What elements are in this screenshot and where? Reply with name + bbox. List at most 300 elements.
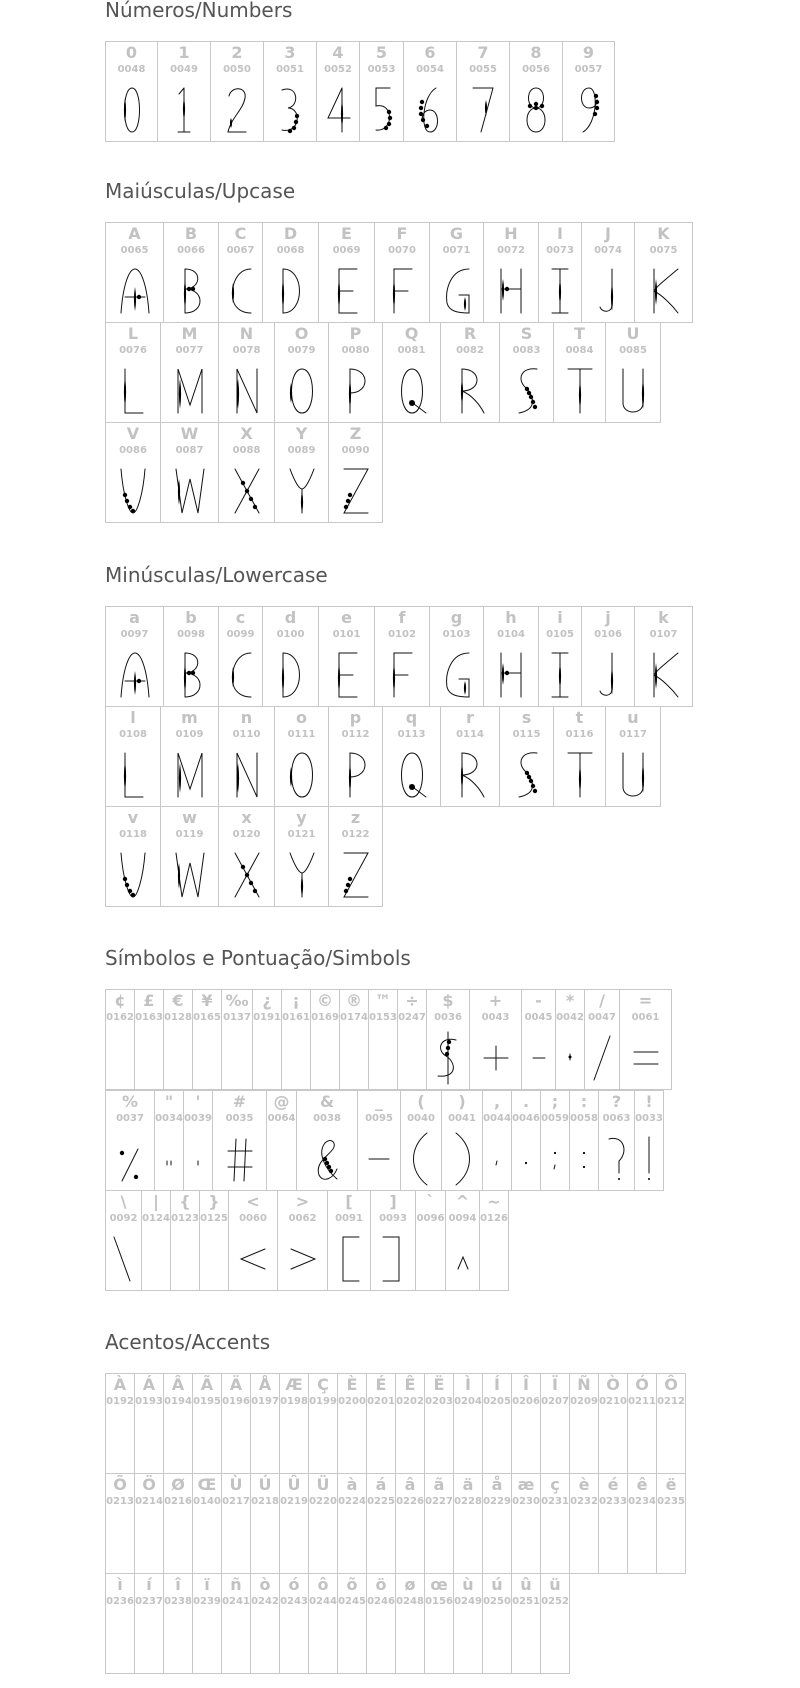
glyph-char: Â xyxy=(171,1375,185,1394)
glyph-cell xyxy=(395,1473,425,1574)
glyph-char: É xyxy=(375,1375,387,1394)
glyph-code: 0042 xyxy=(556,1012,584,1023)
glyph-cell-r xyxy=(440,706,500,807)
accents-row-3 xyxy=(105,1573,570,1674)
glyph-code: 0199 xyxy=(309,1396,337,1407)
glyph-code: 0096 xyxy=(416,1213,445,1224)
glyph-cell-e xyxy=(318,606,375,707)
glyph-char: & xyxy=(320,1092,334,1111)
glyph-sample xyxy=(110,1133,150,1185)
glyph-code: 0211 xyxy=(628,1396,656,1407)
glyph-char: ä xyxy=(462,1475,474,1494)
glyph-cell-x xyxy=(218,806,275,907)
glyph-sample xyxy=(170,365,210,417)
glyph-code: 0094 xyxy=(448,1213,477,1224)
glyph-code: 0123 xyxy=(171,1213,199,1224)
numbers-row-1 xyxy=(105,41,615,142)
glyph-sample xyxy=(448,1233,478,1285)
glyph-char: [ xyxy=(345,1192,353,1211)
glyph-sample xyxy=(171,265,211,317)
glyph-cell-comma xyxy=(482,1090,512,1191)
glyph-sample xyxy=(634,1133,664,1185)
glyph-code: 0252 xyxy=(541,1596,569,1607)
glyph-code: 0055 xyxy=(469,64,497,75)
glyph-cell-V xyxy=(105,422,161,523)
glyph-cell-Y xyxy=(274,422,329,523)
glyph-sample xyxy=(270,84,310,136)
glyph-code: 0110 xyxy=(232,729,261,740)
glyph-char: Ô xyxy=(664,1375,678,1394)
glyph-cell-equals xyxy=(619,989,672,1090)
glyph-code: 0126 xyxy=(480,1213,508,1224)
glyph-sample xyxy=(555,1032,585,1084)
glyph-char: ' xyxy=(195,1092,201,1111)
glyph-code: 0128 xyxy=(164,1012,192,1023)
glyph-cell-6 xyxy=(403,41,457,142)
glyph-sample xyxy=(271,649,311,701)
glyph-char: Ç xyxy=(317,1375,329,1394)
glyph-code: 0248 xyxy=(396,1596,424,1607)
glyph-code: 0203 xyxy=(425,1396,453,1407)
glyph-char: a xyxy=(129,608,140,627)
glyph-code: 0247 xyxy=(398,1012,426,1023)
glyph-char: Ï xyxy=(552,1375,558,1394)
glyph-cell-brace-open xyxy=(170,1190,200,1291)
glyph-char: 7 xyxy=(477,43,489,62)
glyph-char: € xyxy=(172,991,184,1010)
glyph-code: 0207 xyxy=(541,1396,569,1407)
glyph-cell-A xyxy=(105,222,164,323)
glyph-char: h xyxy=(505,608,517,627)
glyph-code: 0057 xyxy=(574,64,603,75)
glyph-char: L xyxy=(127,324,139,343)
glyph-code: 0107 xyxy=(649,629,678,640)
glyph-cell xyxy=(250,1573,280,1674)
glyph-cell-question xyxy=(598,1090,635,1191)
glyph-code: 0059 xyxy=(541,1113,569,1124)
glyph-cell-k xyxy=(634,606,693,707)
glyph-cell-hyphen xyxy=(521,989,556,1090)
glyph-char: P xyxy=(349,324,362,343)
glyph-cell xyxy=(221,1373,251,1474)
glyph-char: ‰ xyxy=(225,991,249,1010)
glyph-code: 0074 xyxy=(594,245,622,256)
glyph-sample xyxy=(227,465,267,517)
glyph-char: â xyxy=(404,1475,416,1494)
glyph-cell xyxy=(279,1573,309,1674)
glyph-cell-O xyxy=(274,322,329,423)
glyph-code: 0071 xyxy=(442,245,471,256)
glyph-code: 0163 xyxy=(135,1012,163,1023)
glyph-char: Ò xyxy=(606,1375,620,1394)
glyph-code: 0125 xyxy=(200,1213,228,1224)
glyph-code: 0037 xyxy=(116,1113,144,1124)
symbols-row-2 xyxy=(105,1090,664,1191)
glyph-char: œ xyxy=(430,1575,448,1594)
glyph-code: 0056 xyxy=(522,64,550,75)
glyph-char: > xyxy=(295,1192,310,1211)
glyph-cell-5 xyxy=(359,41,404,142)
glyph-sample xyxy=(410,84,450,136)
glyph-code: 0237 xyxy=(135,1596,163,1607)
glyph-char: b xyxy=(185,608,197,627)
glyph-char: @ xyxy=(273,1092,290,1111)
glyph-sample xyxy=(442,1133,482,1185)
glyph-cell-slash xyxy=(584,989,620,1090)
glyph-char: î xyxy=(175,1575,181,1594)
glyph-char: y xyxy=(296,808,307,827)
glyph-cell xyxy=(424,1573,454,1674)
glyph-char: $ xyxy=(442,991,454,1010)
glyph-char: r xyxy=(466,708,474,727)
glyph-code: 0233 xyxy=(599,1496,627,1507)
glyph-char: ® xyxy=(346,991,362,1010)
glyph-cell-pound xyxy=(134,989,164,1090)
glyph-cell-permille xyxy=(221,989,253,1090)
glyph-cell-backslash xyxy=(105,1190,142,1291)
glyph-char: m xyxy=(181,708,198,727)
glyph-cell-a xyxy=(105,606,164,707)
glyph-sample xyxy=(115,265,155,317)
glyph-char: 4 xyxy=(332,43,344,62)
glyph-char: x xyxy=(241,808,252,827)
glyph-char: ù xyxy=(462,1575,474,1594)
glyph-code: 0121 xyxy=(287,829,316,840)
glyph-char: Û xyxy=(287,1475,301,1494)
glyph-code: 0243 xyxy=(280,1596,308,1607)
glyph-code: 0197 xyxy=(251,1396,279,1407)
glyph-char: é xyxy=(607,1475,619,1494)
glyph-cell-s xyxy=(499,706,554,807)
glyph-cell xyxy=(482,1573,512,1674)
glyph-cell-n xyxy=(218,706,275,807)
glyph-code: 0088 xyxy=(232,445,261,456)
glyph-code: 0087 xyxy=(175,445,204,456)
glyph-code: 0239 xyxy=(193,1596,221,1607)
glyph-cell xyxy=(105,1473,135,1574)
glyph-cell-caret xyxy=(445,1190,480,1291)
glyph-cell-4 xyxy=(316,41,360,142)
glyph-cell-greater-than xyxy=(277,1190,328,1291)
glyph-cell xyxy=(250,1373,280,1474)
glyph-code: 0058 xyxy=(570,1113,598,1124)
glyph-cell-pipe xyxy=(141,1190,171,1291)
glyph-sample xyxy=(233,1233,273,1285)
glyph-cell-ampersand xyxy=(296,1090,358,1191)
glyph-sample xyxy=(170,849,210,901)
glyph-cell-W xyxy=(160,422,219,523)
glyph-code: 0246 xyxy=(367,1596,395,1607)
glyph-cell-h xyxy=(483,606,539,707)
glyph-cell-j xyxy=(581,606,635,707)
glyph-cell-dollar xyxy=(426,989,470,1090)
glyph-code: 0214 xyxy=(135,1496,163,1507)
glyph-char: Y xyxy=(295,424,308,443)
glyph-sample xyxy=(359,1133,399,1185)
glyph-code: 0038 xyxy=(313,1113,341,1124)
glyph-code: 0034 xyxy=(155,1113,183,1124)
glyph-cell-9 xyxy=(562,41,615,142)
glyph-sample xyxy=(613,749,653,801)
glyph-sample xyxy=(463,84,503,136)
glyph-code: 0218 xyxy=(251,1496,279,1507)
glyph-code: 0052 xyxy=(324,64,352,75)
glyph-char: A xyxy=(128,224,141,243)
glyph-sample xyxy=(482,1133,512,1185)
glyph-code: 0066 xyxy=(177,245,205,256)
glyph-cell xyxy=(656,1373,686,1474)
glyph-cell-underscore xyxy=(357,1090,401,1191)
glyph-char: õ xyxy=(346,1575,358,1594)
glyph-cell-inverted-question xyxy=(252,989,282,1090)
glyph-cell-u xyxy=(605,706,661,807)
glyph-sample xyxy=(282,749,322,801)
glyph-code: 0104 xyxy=(497,629,525,640)
glyph-code: 0205 xyxy=(483,1396,511,1407)
glyph-char: \ xyxy=(120,1192,127,1211)
glyph-code: 0156 xyxy=(425,1596,453,1607)
glyph-cell xyxy=(453,1573,483,1674)
glyph-sample xyxy=(327,265,367,317)
glyph-char: 1 xyxy=(178,43,190,62)
glyph-sample xyxy=(511,1133,541,1185)
glyph-code: 0041 xyxy=(448,1113,476,1124)
glyph-char: % xyxy=(121,1092,139,1111)
glyph-cell xyxy=(163,1373,193,1474)
glyph-sample xyxy=(183,1133,213,1185)
glyph-char: + xyxy=(488,991,503,1010)
glyph-code: 0076 xyxy=(119,345,147,356)
glyph-sample xyxy=(476,1032,516,1084)
glyph-sample xyxy=(271,265,311,317)
glyph-cell-d xyxy=(262,606,319,707)
glyph-cell-backtick xyxy=(415,1190,446,1291)
glyph-sample xyxy=(221,649,261,701)
glyph-char: Õ xyxy=(113,1475,127,1494)
glyph-cell-l xyxy=(105,706,161,807)
glyph-char: " xyxy=(164,1092,174,1111)
glyph-char: q xyxy=(405,708,418,727)
glyph-char: _ xyxy=(375,1092,383,1111)
glyph-cell xyxy=(395,1573,425,1674)
glyph-char: s xyxy=(521,708,532,727)
glyph-sample xyxy=(217,84,257,136)
glyph-char: N xyxy=(239,324,254,343)
glyph-sample xyxy=(392,365,432,417)
glyph-sample xyxy=(282,849,322,901)
glyph-char: ! xyxy=(645,1092,653,1111)
glyph-char: Ê xyxy=(404,1375,416,1394)
glyph-sample xyxy=(318,84,358,136)
glyph-char: ~ xyxy=(487,1192,501,1211)
glyph-sample xyxy=(283,1233,323,1285)
glyph-char: ? xyxy=(611,1092,622,1111)
glyph-code: 0098 xyxy=(177,629,205,640)
glyph-cell-X xyxy=(218,422,275,523)
glyph-cell xyxy=(337,1573,367,1674)
glyph-code: 0106 xyxy=(594,629,622,640)
glyph-code: 0081 xyxy=(397,345,426,356)
glyph-cell-C xyxy=(218,222,263,323)
glyph-cell xyxy=(366,1473,396,1574)
glyph-char: W xyxy=(180,424,199,443)
glyph-cell-percent xyxy=(105,1090,155,1191)
glyph-cell xyxy=(134,1473,164,1574)
glyph-code: 0112 xyxy=(341,729,370,740)
glyph-code: 0084 xyxy=(565,345,594,356)
glyph-char: è xyxy=(578,1475,590,1494)
glyph-char: ç xyxy=(550,1475,560,1494)
glyph-char: æ xyxy=(517,1475,535,1494)
glyph-code: 0196 xyxy=(222,1396,250,1407)
glyph-code: 0075 xyxy=(649,245,678,256)
glyph-code: 0072 xyxy=(497,245,525,256)
glyph-code: 0242 xyxy=(251,1596,279,1607)
glyph-cell-3 xyxy=(263,41,317,142)
glyph-cell-0 xyxy=(105,41,158,142)
glyph-code: 0114 xyxy=(456,729,484,740)
glyph-char: F xyxy=(396,224,408,243)
glyph-cell xyxy=(453,1373,483,1474)
glyph-cell xyxy=(540,1373,570,1474)
glyph-sample xyxy=(282,365,322,417)
glyph-cell-at xyxy=(266,1090,297,1191)
glyph-cell-tilde xyxy=(479,1190,509,1291)
glyph-char: 9 xyxy=(582,43,595,62)
glyph-code: 0217 xyxy=(222,1496,250,1507)
glyph-char: = xyxy=(638,991,653,1010)
glyph-cell xyxy=(192,1573,222,1674)
glyph-char: ; xyxy=(551,1092,559,1111)
glyph-cell xyxy=(134,1373,164,1474)
glyph-cell-Z xyxy=(328,422,383,523)
glyph-sample xyxy=(329,1233,369,1285)
glyph-sample xyxy=(437,649,477,701)
glyph-code: 0122 xyxy=(341,829,370,840)
glyph-sample xyxy=(588,649,628,701)
glyph-sample xyxy=(154,1133,184,1185)
glyph-char: ô xyxy=(317,1575,329,1594)
glyph-sample xyxy=(382,265,422,317)
glyph-code: 0083 xyxy=(512,345,541,356)
glyph-code: 0117 xyxy=(619,729,647,740)
glyph-code: 0119 xyxy=(175,829,204,840)
glyph-sample xyxy=(307,1133,347,1185)
glyph-cell xyxy=(569,1473,599,1574)
glyph-code: 0063 xyxy=(602,1113,631,1124)
glyph-char: Ë xyxy=(433,1375,445,1394)
glyph-cell-less-than xyxy=(228,1190,278,1291)
glyph-sample xyxy=(112,84,152,136)
glyph-sample xyxy=(336,365,376,417)
glyph-char: d xyxy=(284,608,297,627)
glyph-code: 0165 xyxy=(193,1012,221,1023)
glyph-code: 0219 xyxy=(280,1496,308,1507)
glyph-char: á xyxy=(375,1475,387,1494)
glyph-code: 0079 xyxy=(287,345,316,356)
glyph-code: 0105 xyxy=(546,629,574,640)
glyph-code: 0092 xyxy=(109,1213,138,1224)
glyph-code: 0093 xyxy=(379,1213,407,1224)
glyph-sample xyxy=(336,465,376,517)
glyph-code: 0236 xyxy=(106,1596,134,1607)
glyph-sample xyxy=(327,649,367,701)
glyph-cell xyxy=(540,1473,570,1574)
glyph-code: 0140 xyxy=(193,1496,221,1507)
glyph-char: © xyxy=(317,991,333,1010)
glyph-cell xyxy=(105,1373,135,1474)
glyph-code: 0174 xyxy=(340,1012,368,1023)
glyph-sample xyxy=(626,1032,666,1084)
glyph-cell-asterisk xyxy=(555,989,585,1090)
glyph-code: 0080 xyxy=(341,345,370,356)
glyph-cell-M xyxy=(160,322,219,423)
glyph-char: £ xyxy=(143,991,155,1010)
glyph-char: ) xyxy=(458,1092,466,1111)
glyph-code: 0206 xyxy=(512,1396,540,1407)
glyph-char: } xyxy=(208,1192,220,1211)
glyph-char: Ó xyxy=(635,1375,649,1394)
glyph-char: Ì xyxy=(465,1375,471,1394)
glyph-char: å xyxy=(491,1475,503,1494)
glyph-cell-hash xyxy=(212,1090,267,1191)
glyph-char: : xyxy=(580,1092,588,1111)
glyph-cell-cent xyxy=(105,989,135,1090)
glyph-char: Å xyxy=(258,1375,272,1394)
glyph-code: 0235 xyxy=(657,1496,685,1507)
glyph-code: 0230 xyxy=(512,1496,540,1507)
glyph-cell-B xyxy=(163,222,219,323)
glyph-code: 0244 xyxy=(309,1596,337,1607)
glyph-char: Ã xyxy=(200,1375,214,1394)
glyph-code: 0220 xyxy=(309,1496,337,1507)
glyph-char: í xyxy=(146,1575,152,1594)
glyph-cell xyxy=(656,1473,686,1574)
glyph-code: 0192 xyxy=(106,1396,134,1407)
glyph-cell xyxy=(366,1373,396,1474)
glyph-cell-b xyxy=(163,606,219,707)
glyph-char: ê xyxy=(636,1475,648,1494)
glyph-code: 0043 xyxy=(481,1012,510,1023)
glyph-sample xyxy=(362,84,402,136)
glyph-char: ì xyxy=(117,1575,123,1594)
glyph-char: O xyxy=(294,324,309,343)
glyph-char: u xyxy=(627,708,639,727)
glyph-sample xyxy=(220,1133,260,1185)
glyph-sample xyxy=(164,84,204,136)
glyph-sample xyxy=(392,749,432,801)
glyph-cell-paren-close xyxy=(441,1090,483,1191)
glyph-char: # xyxy=(232,1092,247,1111)
glyph-sample xyxy=(540,265,580,317)
glyph-cell-p xyxy=(328,706,383,807)
glyph-char: C xyxy=(234,224,247,243)
glyph-cell-period xyxy=(511,1090,541,1191)
glyph-code: 0073 xyxy=(546,245,574,256)
glyph-cell xyxy=(598,1473,628,1574)
glyph-code: 0039 xyxy=(184,1113,212,1124)
glyph-cell xyxy=(337,1473,367,1574)
glyph-code: 0162 xyxy=(106,1012,134,1023)
glyph-code: 0065 xyxy=(120,245,149,256)
glyph-code: 0210 xyxy=(599,1396,627,1407)
glyph-code: 0234 xyxy=(628,1496,656,1507)
section-title-symbols: Símbolos e Pontuação/Simbols xyxy=(105,946,411,970)
glyph-cell-Q xyxy=(382,322,441,423)
glyph-sample xyxy=(569,1133,599,1185)
glyph-char: B xyxy=(184,224,198,243)
glyph-cell-semicolon xyxy=(540,1090,570,1191)
